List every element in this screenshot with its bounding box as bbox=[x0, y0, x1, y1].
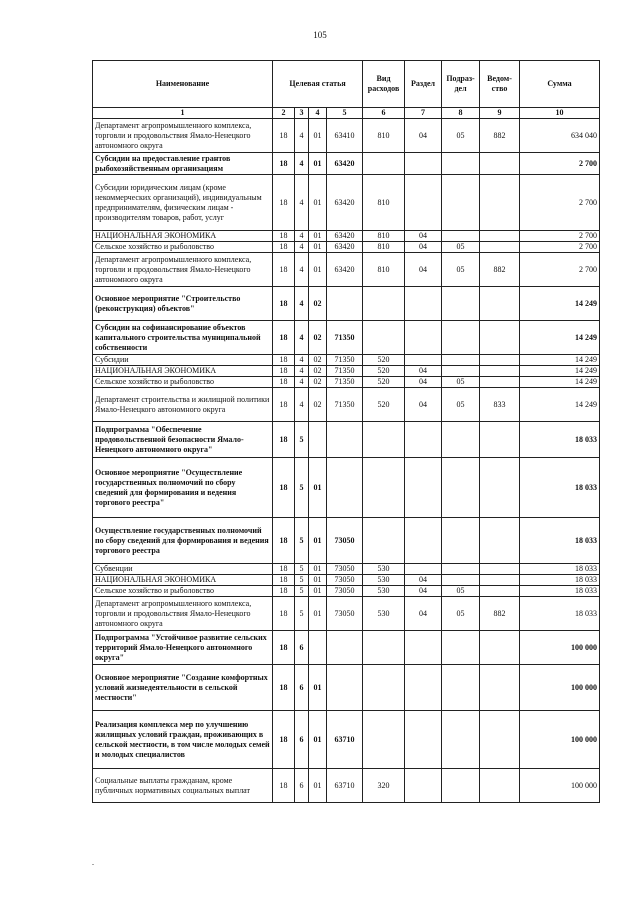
table-row bbox=[93, 388, 600, 422]
target-code-program-cell: 18 bbox=[273, 355, 295, 366]
target-code-program-cell: 18 bbox=[273, 231, 295, 242]
expense-type-cell: 520 bbox=[363, 388, 405, 422]
amount-cell: 100 000 bbox=[520, 769, 600, 803]
target-code-activity-cell: 02 bbox=[309, 287, 327, 321]
table-row bbox=[93, 287, 600, 321]
expense-type-cell: 520 bbox=[363, 355, 405, 366]
section-cell: 04 bbox=[405, 377, 442, 388]
subsection-cell bbox=[442, 422, 480, 458]
table-row bbox=[93, 242, 600, 253]
department-cell bbox=[480, 355, 520, 366]
subsection-cell bbox=[442, 287, 480, 321]
target-code-direction-cell: 71350 bbox=[327, 366, 363, 377]
target-code-direction-cell: 73050 bbox=[327, 564, 363, 575]
header-amount: Сумма bbox=[520, 61, 600, 108]
subsection-cell bbox=[442, 366, 480, 377]
department-cell bbox=[480, 287, 520, 321]
department-cell bbox=[480, 711, 520, 769]
target-code-direction-cell: 71350 bbox=[327, 355, 363, 366]
target-code-subprogram-cell: 6 bbox=[295, 711, 309, 769]
target-code-activity-cell bbox=[309, 422, 327, 458]
budget-table bbox=[92, 60, 600, 803]
target-code-activity-cell: 02 bbox=[309, 366, 327, 377]
header-department: Ведом-ство bbox=[480, 61, 520, 108]
target-code-program-cell: 18 bbox=[273, 321, 295, 355]
target-code-activity-cell: 01 bbox=[309, 575, 327, 586]
target-code-activity-cell: 02 bbox=[309, 355, 327, 366]
column-number: 1 bbox=[93, 108, 273, 119]
department-cell bbox=[480, 153, 520, 175]
expense-type-cell bbox=[363, 665, 405, 711]
section-cell bbox=[405, 769, 442, 803]
target-code-direction-cell bbox=[327, 665, 363, 711]
department-cell bbox=[480, 231, 520, 242]
target-code-program-cell: 18 bbox=[273, 153, 295, 175]
department-cell bbox=[480, 564, 520, 575]
amount-cell: 18 033 bbox=[520, 564, 600, 575]
subsection-cell bbox=[442, 711, 480, 769]
target-code-subprogram-cell: 4 bbox=[295, 153, 309, 175]
table-row bbox=[93, 711, 600, 769]
section-cell: 04 bbox=[405, 253, 442, 287]
target-code-subprogram-cell: 6 bbox=[295, 769, 309, 803]
target-code-program-cell: 18 bbox=[273, 665, 295, 711]
table-row bbox=[93, 575, 600, 586]
section-cell: 04 bbox=[405, 597, 442, 631]
target-code-direction-cell: 63420 bbox=[327, 153, 363, 175]
table-body bbox=[93, 119, 600, 803]
target-code-program-cell: 18 bbox=[273, 711, 295, 769]
amount-cell: 100 000 bbox=[520, 631, 600, 665]
section-cell: 04 bbox=[405, 119, 442, 153]
row-name-cell: Департамент агропромышленного комплекса, торговли и продовольствия Ямало-Ненецкого автономного округа bbox=[93, 597, 273, 631]
target-code-direction-cell: 71350 bbox=[327, 388, 363, 422]
department-cell: 882 bbox=[480, 253, 520, 287]
row-name-cell: Основное мероприятие "Создание комфортных условий жизнедеятельности в сельской местности" bbox=[93, 665, 273, 711]
row-name-cell: Субвенции bbox=[93, 564, 273, 575]
row-name-cell: Подпрограмма "Обеспечение продовольственной безопасности Ямало-Ненецкого автономного округа" bbox=[93, 422, 273, 458]
subsection-cell bbox=[442, 631, 480, 665]
department-cell bbox=[480, 586, 520, 597]
target-code-program-cell: 18 bbox=[273, 388, 295, 422]
department-cell bbox=[480, 175, 520, 231]
expense-type-cell: 530 bbox=[363, 586, 405, 597]
section-cell: 04 bbox=[405, 586, 442, 597]
target-code-subprogram-cell: 4 bbox=[295, 287, 309, 321]
amount-cell: 14 249 bbox=[520, 388, 600, 422]
section-cell bbox=[405, 665, 442, 711]
row-name-cell: Субсидии на софинансирование объектов капитального строительства муниципальной собственности bbox=[93, 321, 273, 355]
section-cell: 04 bbox=[405, 242, 442, 253]
target-code-subprogram-cell: 5 bbox=[295, 586, 309, 597]
target-code-program-cell: 18 bbox=[273, 119, 295, 153]
expense-type-cell: 530 bbox=[363, 564, 405, 575]
section-cell: 04 bbox=[405, 388, 442, 422]
subsection-cell bbox=[442, 355, 480, 366]
target-code-program-cell: 18 bbox=[273, 377, 295, 388]
subsection-cell bbox=[442, 665, 480, 711]
table-row bbox=[93, 422, 600, 458]
target-code-subprogram-cell: 4 bbox=[295, 175, 309, 231]
column-number-row bbox=[93, 108, 600, 119]
section-cell: 04 bbox=[405, 366, 442, 377]
target-code-activity-cell: 01 bbox=[309, 231, 327, 242]
target-code-program-cell: 18 bbox=[273, 769, 295, 803]
target-code-program-cell: 18 bbox=[273, 287, 295, 321]
target-code-subprogram-cell: 4 bbox=[295, 253, 309, 287]
target-code-direction-cell: 63710 bbox=[327, 769, 363, 803]
expense-type-cell: 320 bbox=[363, 769, 405, 803]
expense-type-cell bbox=[363, 422, 405, 458]
header-name: Наименование bbox=[93, 61, 273, 108]
target-code-subprogram-cell: 4 bbox=[295, 388, 309, 422]
amount-cell: 2 700 bbox=[520, 175, 600, 231]
department-cell: 882 bbox=[480, 597, 520, 631]
table-row bbox=[93, 253, 600, 287]
column-number: 2 bbox=[273, 108, 295, 119]
target-code-program-cell: 18 bbox=[273, 175, 295, 231]
amount-cell: 14 249 bbox=[520, 377, 600, 388]
target-code-subprogram-cell: 4 bbox=[295, 377, 309, 388]
target-code-activity-cell: 01 bbox=[309, 242, 327, 253]
section-cell bbox=[405, 564, 442, 575]
target-code-direction-cell: 63420 bbox=[327, 242, 363, 253]
section-cell bbox=[405, 631, 442, 665]
target-code-subprogram-cell: 4 bbox=[295, 119, 309, 153]
table-row bbox=[93, 321, 600, 355]
column-number: 5 bbox=[327, 108, 363, 119]
department-cell: 882 bbox=[480, 119, 520, 153]
table-row bbox=[93, 769, 600, 803]
column-number: 4 bbox=[309, 108, 327, 119]
target-code-subprogram-cell: 5 bbox=[295, 597, 309, 631]
department-cell: 833 bbox=[480, 388, 520, 422]
target-code-direction-cell: 63410 bbox=[327, 119, 363, 153]
subsection-cell bbox=[442, 321, 480, 355]
amount-cell: 2 700 bbox=[520, 242, 600, 253]
row-name-cell: Субсидии bbox=[93, 355, 273, 366]
department-cell bbox=[480, 422, 520, 458]
target-code-program-cell: 18 bbox=[273, 575, 295, 586]
row-name-cell: Сельское хозяйство и рыболовство bbox=[93, 242, 273, 253]
target-code-direction-cell: 63420 bbox=[327, 253, 363, 287]
department-cell bbox=[480, 458, 520, 518]
target-code-activity-cell: 01 bbox=[309, 586, 327, 597]
column-number: 9 bbox=[480, 108, 520, 119]
target-code-direction-cell bbox=[327, 422, 363, 458]
table-row bbox=[93, 175, 600, 231]
expense-type-cell bbox=[363, 153, 405, 175]
table-row bbox=[93, 458, 600, 518]
department-cell bbox=[480, 631, 520, 665]
expense-type-cell bbox=[363, 321, 405, 355]
table-row bbox=[93, 665, 600, 711]
table-row bbox=[93, 366, 600, 377]
target-code-program-cell: 18 bbox=[273, 597, 295, 631]
subsection-cell: 05 bbox=[442, 242, 480, 253]
subsection-cell bbox=[442, 769, 480, 803]
row-name-cell: Социальные выплаты гражданам, кроме публичных нормативных социальных выплат bbox=[93, 769, 273, 803]
target-code-direction-cell: 63420 bbox=[327, 231, 363, 242]
target-code-program-cell: 18 bbox=[273, 422, 295, 458]
amount-cell: 14 249 bbox=[520, 321, 600, 355]
column-number: 10 bbox=[520, 108, 600, 119]
row-name-cell: НАЦИОНАЛЬНАЯ ЭКОНОМИКА bbox=[93, 366, 273, 377]
row-name-cell: Департамент агропромышленного комплекса, торговли и продовольствия Ямало-Ненецкого автономного округа bbox=[93, 253, 273, 287]
department-cell bbox=[480, 366, 520, 377]
subsection-cell bbox=[442, 518, 480, 564]
section-cell bbox=[405, 175, 442, 231]
scan-mark: . bbox=[92, 858, 94, 867]
row-name-cell: Осуществление государственных полномочий по сбору сведений для формирования и ведения торгового реестра bbox=[93, 518, 273, 564]
amount-cell: 2 700 bbox=[520, 231, 600, 242]
expense-type-cell bbox=[363, 518, 405, 564]
target-code-activity-cell: 02 bbox=[309, 388, 327, 422]
expense-type-cell: 810 bbox=[363, 231, 405, 242]
target-code-activity-cell: 01 bbox=[309, 597, 327, 631]
target-code-subprogram-cell: 4 bbox=[295, 242, 309, 253]
subsection-cell bbox=[442, 575, 480, 586]
row-name-cell: Подпрограмма "Устойчивое развитие сельских территорий Ямало-Ненецкого автономного округа" bbox=[93, 631, 273, 665]
target-code-activity-cell: 01 bbox=[309, 711, 327, 769]
column-number: 7 bbox=[405, 108, 442, 119]
target-code-activity-cell: 02 bbox=[309, 321, 327, 355]
target-code-program-cell: 18 bbox=[273, 631, 295, 665]
target-code-program-cell: 18 bbox=[273, 253, 295, 287]
amount-cell: 18 033 bbox=[520, 575, 600, 586]
target-code-direction-cell bbox=[327, 287, 363, 321]
target-code-subprogram-cell: 5 bbox=[295, 564, 309, 575]
target-code-activity-cell: 01 bbox=[309, 175, 327, 231]
section-cell bbox=[405, 355, 442, 366]
target-code-activity-cell bbox=[309, 631, 327, 665]
target-code-direction-cell: 73050 bbox=[327, 518, 363, 564]
table-row bbox=[93, 377, 600, 388]
expense-type-cell: 810 bbox=[363, 119, 405, 153]
target-code-activity-cell: 01 bbox=[309, 119, 327, 153]
amount-cell: 14 249 bbox=[520, 287, 600, 321]
target-code-direction-cell bbox=[327, 631, 363, 665]
header-target: Целевая статья bbox=[273, 61, 363, 108]
amount-cell: 18 033 bbox=[520, 597, 600, 631]
subsection-cell: 05 bbox=[442, 388, 480, 422]
target-code-activity-cell: 01 bbox=[309, 458, 327, 518]
row-name-cell: Основное мероприятие "Осуществление государственных полномочий по сбору сведений для формирования и ведения торгового реестра" bbox=[93, 458, 273, 518]
header-subsection: Подраз-дел bbox=[442, 61, 480, 108]
target-code-direction-cell: 73050 bbox=[327, 586, 363, 597]
target-code-activity-cell: 01 bbox=[309, 253, 327, 287]
amount-cell: 100 000 bbox=[520, 711, 600, 769]
target-code-direction-cell bbox=[327, 458, 363, 518]
row-name-cell: Реализация комплекса мер по улучшению жилищных условий граждан, проживающих в сельской местности, в том числе молодых семей и молодых специалистов bbox=[93, 711, 273, 769]
amount-cell: 2 700 bbox=[520, 253, 600, 287]
target-code-activity-cell: 01 bbox=[309, 153, 327, 175]
section-cell bbox=[405, 287, 442, 321]
target-code-direction-cell: 73050 bbox=[327, 597, 363, 631]
table-row bbox=[93, 355, 600, 366]
target-code-subprogram-cell: 6 bbox=[295, 665, 309, 711]
target-code-subprogram-cell: 5 bbox=[295, 575, 309, 586]
column-number: 8 bbox=[442, 108, 480, 119]
row-name-cell: НАЦИОНАЛЬНАЯ ЭКОНОМИКА bbox=[93, 575, 273, 586]
target-code-activity-cell: 02 bbox=[309, 377, 327, 388]
amount-cell: 18 033 bbox=[520, 518, 600, 564]
expense-type-cell: 530 bbox=[363, 575, 405, 586]
target-code-program-cell: 18 bbox=[273, 586, 295, 597]
row-name-cell: Департамент строительства и жилищной политики Ямало-Ненецкого автономного округа bbox=[93, 388, 273, 422]
section-cell bbox=[405, 518, 442, 564]
row-name-cell: Субсидии юридическим лицам (кроме некоммерческих организаций), индивидуальным предпринимателям, физическим лицам - производителям товаров, работ, услуг bbox=[93, 175, 273, 231]
department-cell bbox=[480, 769, 520, 803]
expense-type-cell: 810 bbox=[363, 242, 405, 253]
subsection-cell: 05 bbox=[442, 586, 480, 597]
header-expense-type: Вид расходов bbox=[363, 61, 405, 108]
department-cell bbox=[480, 377, 520, 388]
target-code-activity-cell: 01 bbox=[309, 518, 327, 564]
target-code-subprogram-cell: 6 bbox=[295, 631, 309, 665]
target-code-subprogram-cell: 4 bbox=[295, 355, 309, 366]
target-code-activity-cell: 01 bbox=[309, 665, 327, 711]
column-number: 6 bbox=[363, 108, 405, 119]
amount-cell: 14 249 bbox=[520, 355, 600, 366]
expense-type-cell bbox=[363, 631, 405, 665]
column-number: 3 bbox=[295, 108, 309, 119]
section-cell: 04 bbox=[405, 575, 442, 586]
subsection-cell bbox=[442, 153, 480, 175]
target-code-direction-cell: 73050 bbox=[327, 575, 363, 586]
amount-cell: 18 033 bbox=[520, 586, 600, 597]
amount-cell: 2 700 bbox=[520, 153, 600, 175]
section-cell bbox=[405, 422, 442, 458]
target-code-direction-cell: 63420 bbox=[327, 175, 363, 231]
target-code-program-cell: 18 bbox=[273, 458, 295, 518]
target-code-activity-cell: 01 bbox=[309, 564, 327, 575]
section-cell: 04 bbox=[405, 231, 442, 242]
row-name-cell: Департамент агропромышленного комплекса, торговли и продовольствия Ямало-Ненецкого автономного округа bbox=[93, 119, 273, 153]
expense-type-cell: 810 bbox=[363, 175, 405, 231]
table-row bbox=[93, 153, 600, 175]
row-name-cell: НАЦИОНАЛЬНАЯ ЭКОНОМИКА bbox=[93, 231, 273, 242]
target-code-subprogram-cell: 5 bbox=[295, 458, 309, 518]
department-cell bbox=[480, 321, 520, 355]
target-code-activity-cell: 01 bbox=[309, 769, 327, 803]
row-name-cell: Сельское хозяйство и рыболовство bbox=[93, 377, 273, 388]
department-cell bbox=[480, 665, 520, 711]
subsection-cell: 05 bbox=[442, 597, 480, 631]
department-cell bbox=[480, 575, 520, 586]
subsection-cell: 05 bbox=[442, 119, 480, 153]
table-header-row bbox=[93, 61, 600, 108]
expense-type-cell bbox=[363, 458, 405, 518]
subsection-cell: 05 bbox=[442, 253, 480, 287]
row-name-cell: Сельское хозяйство и рыболовство bbox=[93, 586, 273, 597]
section-cell bbox=[405, 153, 442, 175]
table-row bbox=[93, 597, 600, 631]
subsection-cell bbox=[442, 458, 480, 518]
subsection-cell: 05 bbox=[442, 377, 480, 388]
amount-cell: 100 000 bbox=[520, 665, 600, 711]
expense-type-cell: 520 bbox=[363, 377, 405, 388]
table-row bbox=[93, 631, 600, 665]
department-cell bbox=[480, 518, 520, 564]
target-code-subprogram-cell: 4 bbox=[295, 321, 309, 355]
row-name-cell: Субсидии на предоставление грантов рыбохозяйственным организациям bbox=[93, 153, 273, 175]
table-row bbox=[93, 231, 600, 242]
row-name-cell: Основное мероприятие "Строительство (реконструкция) объектов" bbox=[93, 287, 273, 321]
target-code-subprogram-cell: 5 bbox=[295, 422, 309, 458]
expense-type-cell bbox=[363, 287, 405, 321]
table-row bbox=[93, 518, 600, 564]
expense-type-cell: 520 bbox=[363, 366, 405, 377]
expense-type-cell: 810 bbox=[363, 253, 405, 287]
section-cell bbox=[405, 321, 442, 355]
table-row bbox=[93, 586, 600, 597]
expense-type-cell bbox=[363, 711, 405, 769]
target-code-subprogram-cell: 4 bbox=[295, 231, 309, 242]
target-code-program-cell: 18 bbox=[273, 564, 295, 575]
target-code-program-cell: 18 bbox=[273, 518, 295, 564]
target-code-subprogram-cell: 4 bbox=[295, 366, 309, 377]
table-row bbox=[93, 564, 600, 575]
target-code-direction-cell: 71350 bbox=[327, 321, 363, 355]
target-code-program-cell: 18 bbox=[273, 242, 295, 253]
target-code-program-cell: 18 bbox=[273, 366, 295, 377]
expense-type-cell: 530 bbox=[363, 597, 405, 631]
amount-cell: 634 040 bbox=[520, 119, 600, 153]
table-row bbox=[93, 119, 600, 153]
target-code-subprogram-cell: 5 bbox=[295, 518, 309, 564]
section-cell bbox=[405, 711, 442, 769]
department-cell bbox=[480, 242, 520, 253]
amount-cell: 18 033 bbox=[520, 458, 600, 518]
subsection-cell bbox=[442, 564, 480, 575]
target-code-direction-cell: 71350 bbox=[327, 377, 363, 388]
subsection-cell bbox=[442, 231, 480, 242]
amount-cell: 18 033 bbox=[520, 422, 600, 458]
section-cell bbox=[405, 458, 442, 518]
target-code-direction-cell: 63710 bbox=[327, 711, 363, 769]
amount-cell: 14 249 bbox=[520, 366, 600, 377]
subsection-cell bbox=[442, 175, 480, 231]
header-section: Раздел bbox=[405, 61, 442, 108]
page-number: 105 bbox=[313, 30, 327, 40]
